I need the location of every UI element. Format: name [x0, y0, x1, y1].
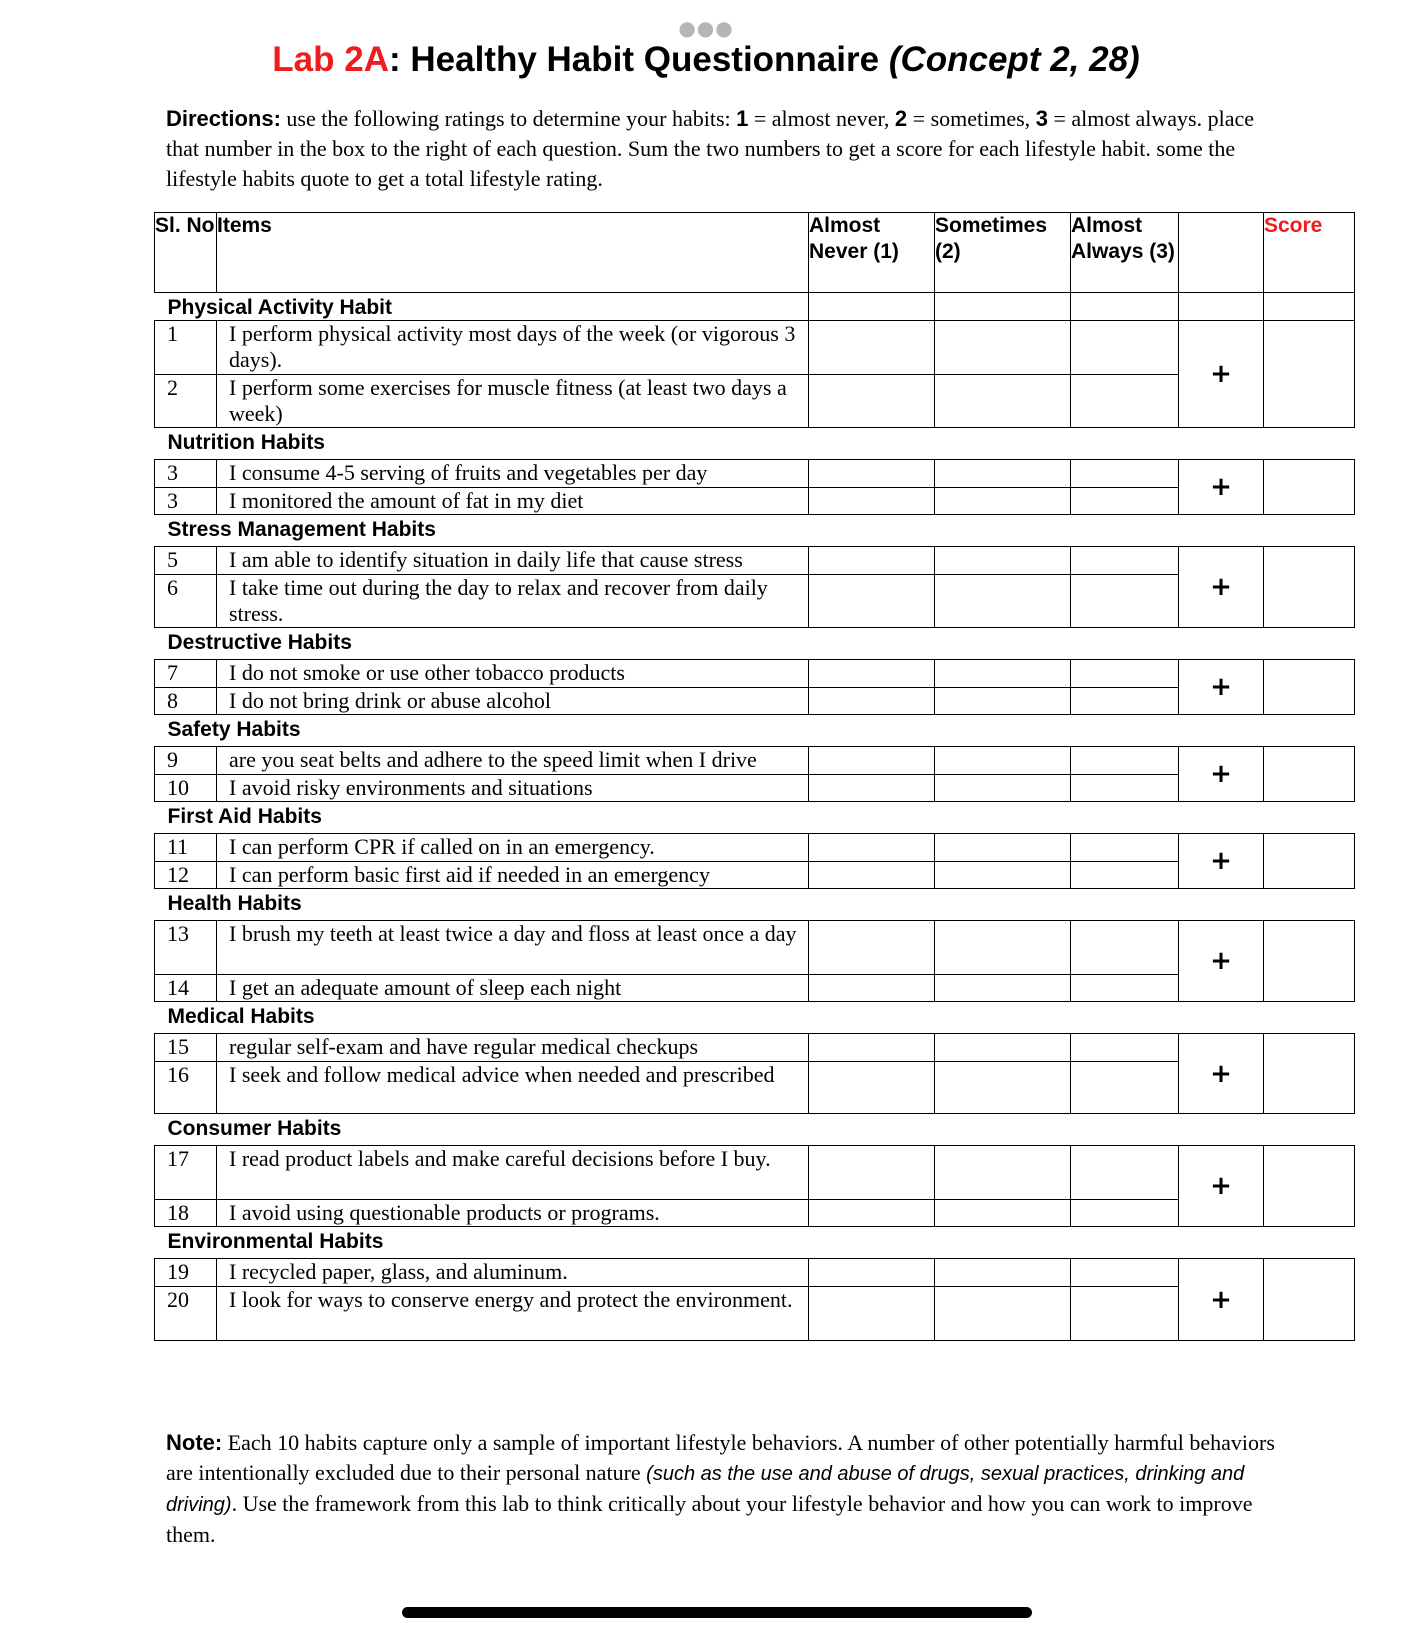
item-number: 17	[155, 1146, 217, 1200]
item-text: I can perform CPR if called on in an emergency.	[217, 834, 809, 862]
section-title: First Aid Habits	[167, 805, 322, 828]
rating-cell-sometimes[interactable]	[935, 921, 1071, 975]
table-row	[155, 1259, 1355, 1287]
section-spacer-cell	[809, 428, 935, 460]
section-spacer-cell	[1264, 889, 1355, 921]
rating-cell-sometimes[interactable]	[935, 1287, 1071, 1341]
score-cell[interactable]	[1264, 921, 1355, 1002]
table-row	[155, 1146, 1355, 1200]
table-row	[155, 834, 1355, 862]
section-spacer-cell	[1179, 428, 1264, 460]
item-number: 1	[155, 321, 217, 375]
section-spacer-cell	[935, 1002, 1071, 1034]
rating-cell-almost-never[interactable]	[809, 921, 935, 975]
rating-cell-almost-always[interactable]	[1071, 1062, 1179, 1114]
rating-cell-almost-always[interactable]	[1071, 375, 1179, 428]
item-text: regular self-exam and have regular medical checkups	[217, 1034, 809, 1062]
lab-number: Lab 2A	[272, 40, 389, 79]
rating-cell-almost-always[interactable]	[1071, 1034, 1179, 1062]
section-spacer-cell	[935, 628, 1071, 660]
header-sum	[1179, 213, 1264, 293]
rating-cell-almost-never[interactable]	[809, 834, 935, 862]
section-spacer-cell	[1179, 715, 1264, 747]
table-row	[155, 660, 1355, 688]
rating-cell-almost-always[interactable]	[1071, 660, 1179, 688]
rating-cell-almost-always[interactable]	[1071, 862, 1179, 889]
item-text: I recycled paper, glass, and aluminum.	[217, 1259, 809, 1287]
rating-cell-almost-always[interactable]	[1071, 1200, 1179, 1227]
rating-cell-almost-always[interactable]	[1071, 747, 1179, 775]
rating-cell-almost-never[interactable]	[809, 775, 935, 802]
section-spacer-cell	[935, 515, 1071, 547]
table-row	[155, 747, 1355, 775]
section-spacer-cell	[1071, 889, 1179, 921]
rating-cell-almost-never[interactable]	[809, 1146, 935, 1200]
section-spacer-cell	[809, 1002, 935, 1034]
rating-cell-almost-never[interactable]	[809, 321, 935, 375]
score-cell[interactable]	[1264, 660, 1355, 715]
item-text: I take time out during the day to relax and recover from daily stress.	[217, 575, 809, 628]
plus-sum-cell: +	[1179, 834, 1264, 889]
plus-sum-cell: +	[1179, 547, 1264, 628]
section-spacer-cell	[935, 428, 1071, 460]
rating-cell-sometimes[interactable]	[935, 1146, 1071, 1200]
section-spacer-cell	[1071, 293, 1179, 321]
rating-cell-almost-never[interactable]	[809, 747, 935, 775]
item-number: 8	[155, 688, 217, 715]
rating-cell-sometimes[interactable]	[935, 688, 1071, 715]
rating-cell-almost-never[interactable]	[809, 488, 935, 515]
item-text: I do not bring drink or abuse alcohol	[217, 688, 809, 715]
table-row	[155, 921, 1355, 975]
rating-cell-sometimes[interactable]	[935, 575, 1071, 628]
rating-cell-almost-always[interactable]	[1071, 921, 1179, 975]
section-spacer-cell	[809, 889, 935, 921]
rating-cell-almost-never[interactable]	[809, 660, 935, 688]
table-row	[155, 775, 1355, 802]
item-number: 9	[155, 747, 217, 775]
table-row	[155, 321, 1355, 375]
table-row	[155, 375, 1355, 428]
page-title: Lab 2A: Healthy Habit Questionnaire (Concept 2, 28)	[272, 40, 1140, 79]
section-spacer-cell	[1071, 1227, 1179, 1259]
section-spacer-cell	[1264, 715, 1355, 747]
item-number: 11	[155, 834, 217, 862]
section-spacer-cell	[1071, 628, 1179, 660]
directions: Directions: use the following ratings to determine your habits: 1 = almost never, 2 = sometimes, 3 = almost always. place that number in the box to the right of each question. Sum the two numbers to get a score for each lifestyle habit. some the lifestyle habits quote to get a total lifestyle rating.	[166, 106, 1255, 191]
table-row	[155, 688, 1355, 715]
section-spacer-cell	[809, 715, 935, 747]
more-dots-icon[interactable]: ●●●	[678, 16, 734, 40]
item-number: 2	[155, 375, 217, 428]
section-spacer-cell	[1179, 1114, 1264, 1146]
rating-cell-almost-never[interactable]	[809, 862, 935, 889]
home-indicator[interactable]	[402, 1607, 1032, 1618]
section-spacer-cell	[935, 1227, 1071, 1259]
rating-cell-sometimes[interactable]	[935, 1062, 1071, 1114]
table-row	[155, 1062, 1355, 1114]
section-spacer-cell	[1179, 628, 1264, 660]
section-title: Nutrition Habits	[167, 431, 325, 454]
item-number: 13	[155, 921, 217, 975]
table-header-row	[155, 213, 1355, 293]
rating-cell-almost-never[interactable]	[809, 575, 935, 628]
plus-sum-cell: +	[1179, 1034, 1264, 1114]
table-row	[155, 1200, 1355, 1227]
section-title: Physical Activity Habit	[167, 296, 392, 319]
rating-cell-sometimes[interactable]	[935, 1200, 1071, 1227]
section-spacer-cell	[809, 293, 935, 321]
table-row	[155, 460, 1355, 488]
rating-cell-sometimes[interactable]	[935, 460, 1071, 488]
section-spacer-cell	[935, 293, 1071, 321]
section-spacer-cell	[809, 1227, 935, 1259]
rating-cell-sometimes[interactable]	[935, 775, 1071, 802]
section-spacer-cell	[1179, 293, 1264, 321]
questionnaire-table	[154, 212, 1355, 1341]
item-text: I look for ways to conserve energy and protect the environment.	[217, 1287, 809, 1341]
item-text: I read product labels and make careful decisions before I buy.	[217, 1146, 809, 1200]
rating-cell-sometimes[interactable]	[935, 747, 1071, 775]
item-number: 20	[155, 1287, 217, 1341]
rating-cell-sometimes[interactable]	[935, 834, 1071, 862]
rating-cell-almost-always[interactable]	[1071, 460, 1179, 488]
score-cell[interactable]	[1264, 1034, 1355, 1114]
header-score: Score	[1264, 213, 1355, 293]
header-almost-always: Almost Always (3)	[1071, 213, 1179, 293]
rating-cell-almost-never[interactable]	[809, 688, 935, 715]
rating-cell-almost-never[interactable]	[809, 1034, 935, 1062]
section-spacer-cell	[1071, 802, 1179, 834]
table-row	[155, 488, 1355, 515]
item-number: 3	[155, 460, 217, 488]
header-almost-never: Almost Never (1)	[809, 213, 935, 293]
rating-cell-almost-never[interactable]	[809, 1287, 935, 1341]
section-spacer-cell	[1264, 515, 1355, 547]
header-items: Items	[217, 213, 809, 293]
section-spacer-cell	[935, 1114, 1071, 1146]
rating-cell-almost-always[interactable]	[1071, 775, 1179, 802]
plus-sum-cell: +	[1179, 1259, 1264, 1341]
item-number: 16	[155, 1062, 217, 1114]
rating-cell-almost-never[interactable]	[809, 975, 935, 1002]
item-number: 5	[155, 547, 217, 575]
plus-sum-cell: +	[1179, 747, 1264, 802]
item-text: I can perform basic first aid if needed in an emergency	[217, 862, 809, 889]
plus-sum-cell: +	[1179, 460, 1264, 515]
section-spacer-cell	[809, 515, 935, 547]
score-cell[interactable]	[1264, 321, 1355, 428]
section-spacer-cell	[809, 628, 935, 660]
section-spacer-cell	[1179, 1002, 1264, 1034]
item-text: I avoid risky environments and situations	[217, 775, 809, 802]
section-spacer-cell	[935, 889, 1071, 921]
title-main: Healthy Habit Questionnaire	[400, 40, 889, 79]
item-number: 19	[155, 1259, 217, 1287]
header-slno: Sl. No	[155, 213, 217, 293]
section-spacer-cell	[1264, 428, 1355, 460]
section-row	[155, 715, 1355, 747]
section-row	[155, 293, 1355, 321]
section-spacer-cell	[1264, 1227, 1355, 1259]
section-spacer-cell	[1071, 1114, 1179, 1146]
item-number: 15	[155, 1034, 217, 1062]
item-text: I perform some exercises for muscle fitness (at least two days a week)	[217, 375, 809, 428]
table-row	[155, 862, 1355, 889]
rating-cell-sometimes[interactable]	[935, 975, 1071, 1002]
rating-cell-almost-never[interactable]	[809, 375, 935, 428]
rating-cell-almost-always[interactable]	[1071, 975, 1179, 1002]
item-number: 6	[155, 575, 217, 628]
item-text: I consume 4-5 serving of fruits and vegetables per day	[217, 460, 809, 488]
item-number: 7	[155, 660, 217, 688]
section-title: Stress Management Habits	[167, 518, 436, 541]
rating-cell-sometimes[interactable]	[935, 547, 1071, 575]
section-spacer-cell	[1179, 515, 1264, 547]
section-spacer-cell	[1264, 293, 1355, 321]
section-title: Health Habits	[167, 892, 302, 915]
header-sometimes: Sometimes (2)	[935, 213, 1071, 293]
score-cell[interactable]	[1264, 747, 1355, 802]
rating-cell-sometimes[interactable]	[935, 321, 1071, 375]
table-row	[155, 975, 1355, 1002]
score-cell[interactable]	[1264, 834, 1355, 889]
item-number: 12	[155, 862, 217, 889]
section-spacer-cell	[809, 1114, 935, 1146]
rating-cell-almost-always[interactable]	[1071, 1146, 1179, 1200]
rating-cell-sometimes[interactable]	[935, 862, 1071, 889]
section-spacer-cell	[1179, 889, 1264, 921]
section-title: Destructive Habits	[167, 631, 352, 654]
rating-cell-almost-always[interactable]	[1071, 488, 1179, 515]
item-text: I get an adequate amount of sleep each night	[217, 975, 809, 1002]
section-spacer-cell	[1179, 802, 1264, 834]
rating-cell-sometimes[interactable]	[935, 660, 1071, 688]
score-cell[interactable]	[1264, 460, 1355, 515]
rating-cell-almost-never[interactable]	[809, 1259, 935, 1287]
section-row	[155, 1227, 1355, 1259]
rating-cell-almost-always[interactable]	[1071, 547, 1179, 575]
item-text: I monitored the amount of fat in my diet	[217, 488, 809, 515]
item-number: 18	[155, 1200, 217, 1227]
section-title: Medical Habits	[167, 1005, 315, 1028]
item-text: I am able to identify situation in daily life that cause stress	[217, 547, 809, 575]
section-row	[155, 515, 1355, 547]
section-row	[155, 1002, 1355, 1034]
rating-cell-almost-never[interactable]	[809, 1062, 935, 1114]
table-row	[155, 1034, 1355, 1062]
section-spacer-cell	[1264, 1114, 1355, 1146]
rating-cell-sometimes[interactable]	[935, 375, 1071, 428]
section-row	[155, 628, 1355, 660]
rating-cell-almost-never[interactable]	[809, 547, 935, 575]
rating-cell-almost-never[interactable]	[809, 1200, 935, 1227]
section-spacer-cell	[1071, 428, 1179, 460]
plus-sum-cell: +	[1179, 921, 1264, 1002]
section-row	[155, 889, 1355, 921]
item-number: 10	[155, 775, 217, 802]
table-row	[155, 575, 1355, 628]
rating-cell-almost-always[interactable]	[1071, 575, 1179, 628]
section-row	[155, 802, 1355, 834]
section-spacer-cell	[809, 802, 935, 834]
item-text: I brush my teeth at least twice a day and floss at least once a day	[217, 921, 809, 975]
rating-cell-almost-always[interactable]	[1071, 1259, 1179, 1287]
item-text: I do not smoke or use other tobacco products	[217, 660, 809, 688]
table-row	[155, 1287, 1355, 1341]
section-row	[155, 1114, 1355, 1146]
plus-sum-cell: +	[1179, 660, 1264, 715]
section-spacer-cell	[1071, 715, 1179, 747]
table-row	[155, 547, 1355, 575]
rating-cell-almost-always[interactable]	[1071, 688, 1179, 715]
score-cell[interactable]	[1264, 1259, 1355, 1341]
section-title: Consumer Habits	[167, 1117, 342, 1140]
plus-sum-cell: +	[1179, 321, 1264, 428]
rating-cell-almost-never[interactable]	[809, 460, 935, 488]
note: Note: Each 10 habits capture only a sample of important lifestyle behaviors. A number of other potentially harmful behaviors are intentionally excluded due to their personal nature (such as the use and abuse of drugs, sexual practices, drinking and driving). Use the framework from this lab to think critically about your lifestyle behavior and how you can work to improve them.	[166, 1430, 1275, 1547]
rating-cell-sometimes[interactable]	[935, 1034, 1071, 1062]
section-title: Safety Habits	[167, 718, 301, 741]
item-text: are you seat belts and adhere to the speed limit when I drive	[217, 747, 809, 775]
item-number: 14	[155, 975, 217, 1002]
section-spacer-cell	[935, 802, 1071, 834]
section-spacer-cell	[1264, 802, 1355, 834]
score-cell[interactable]	[1264, 547, 1355, 628]
rating-cell-sometimes[interactable]	[935, 1259, 1071, 1287]
section-spacer-cell	[1071, 515, 1179, 547]
item-text: I avoid using questionable products or programs.	[217, 1200, 809, 1227]
rating-cell-almost-always[interactable]	[1071, 1287, 1179, 1341]
plus-sum-cell: +	[1179, 1146, 1264, 1227]
rating-cell-almost-always[interactable]	[1071, 321, 1179, 375]
title-concept: (Concept 2, 28)	[888, 40, 1140, 79]
section-spacer-cell	[1264, 628, 1355, 660]
score-cell[interactable]	[1264, 1146, 1355, 1227]
section-spacer-cell	[935, 715, 1071, 747]
section-spacer-cell	[1071, 1002, 1179, 1034]
rating-cell-almost-always[interactable]	[1071, 834, 1179, 862]
rating-cell-sometimes[interactable]	[935, 488, 1071, 515]
item-text: I perform physical activity most days of the week (or vigorous 3 days).	[217, 321, 809, 375]
item-text: I seek and follow medical advice when needed and prescribed	[217, 1062, 809, 1114]
section-row	[155, 428, 1355, 460]
section-title: Environmental Habits	[167, 1230, 384, 1253]
section-spacer-cell	[1179, 1227, 1264, 1259]
item-number: 3	[155, 488, 217, 515]
section-spacer-cell	[1264, 1002, 1355, 1034]
